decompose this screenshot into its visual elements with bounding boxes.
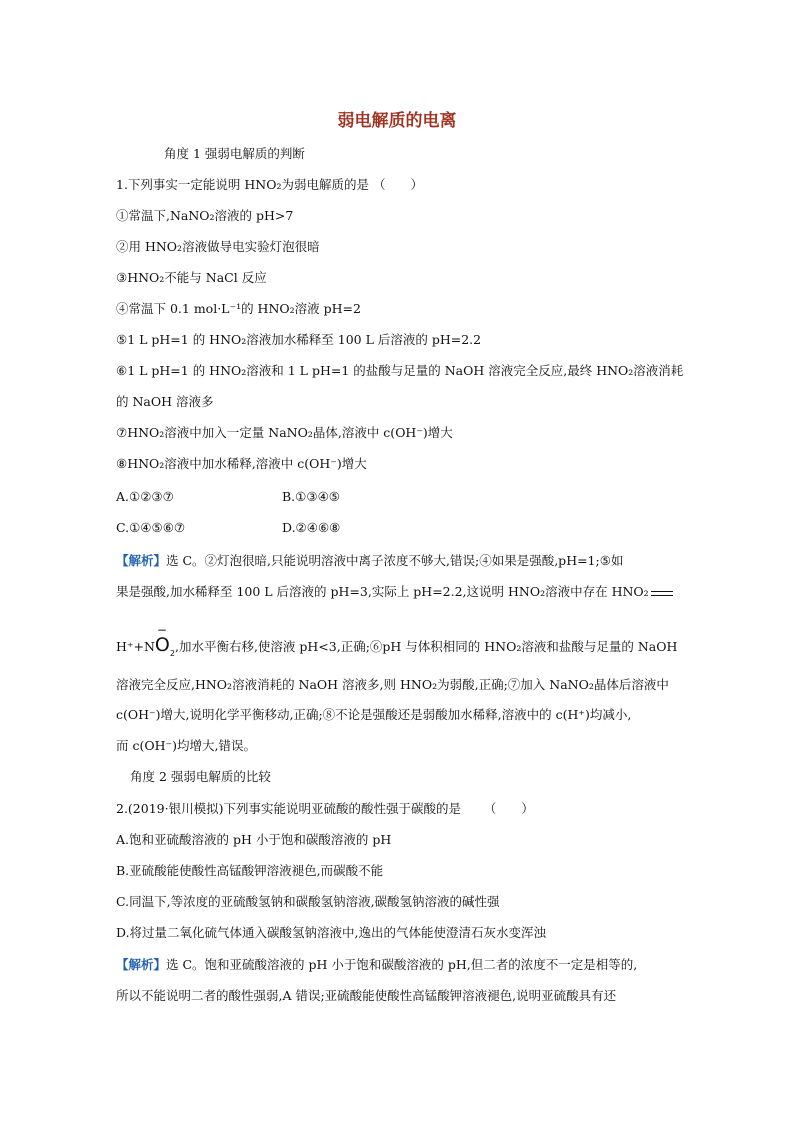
q1-item-7: ⑦HNO₂溶液中加入一定量 NaNO₂晶体,溶液中 c(OH⁻)增大 (116, 425, 453, 440)
analysis-text: 选 C。饱和亚硫酸溶液的 pH 小于饱和碳酸溶液的 pH,但二者的浓度不一定是相等的, (166, 957, 638, 972)
q1-option-d: D.②④⑥⑧ (282, 520, 341, 535)
question-2-stem: 2.(2019·银川模拟)下列事实能说明亚硫酸的酸性强于碳酸的是 （ ） (116, 801, 534, 816)
q1-item-6: ⑥1 L pH=1 的 HNO₂溶液和 1 L pH=1 的盐酸与足量的 NaOH 溶液完全反应,最终 HNO₂溶液消耗 (116, 363, 684, 378)
q2-analysis-line-2: 所以不能说明二者的酸性强弱,A 错误;亚硫酸能使酸性高锰酸钾溶液褪色,说明亚硫酸具有还 (116, 988, 617, 1003)
q1-analysis-line-5: c(OH⁻)增大,说明化学平衡移动,正确;⑧不论是强酸还是弱酸加水稀释,溶液中的 c(H⁺)均减小, (116, 707, 632, 722)
q1-analysis-line-2 (116, 583, 682, 601)
analysis-text: H⁺+N (116, 639, 155, 654)
analysis-text: 选 C。②灯泡很暗,只能说明溶液中离子浓度不够大,错误;④如果是强酸,pH=1;⑤如 (166, 553, 624, 568)
q1-item-5: ⑤1 L pH=1 的 HNO₂溶液加水稀释至 100 L 后溶液的 pH=2.2 (116, 332, 482, 347)
section-heading-2: 角度 2 强弱电解质的比较 (130, 769, 271, 784)
q1-analysis-line-1 (116, 552, 682, 570)
formula-charge: − (156, 623, 167, 637)
nitrite-formula (154, 623, 175, 658)
formula-subscript: 2 (169, 648, 175, 658)
analysis-text: ,加水平衡右移,使溶液 pH<3,正确;⑥pH 与体积相同的 HNO₂溶液和盐酸与足量的 NaOH (174, 639, 678, 654)
q1-item-3: ③HNO₂不能与 NaCl 反应 (116, 270, 267, 285)
q1-analysis-line-4: 溶液完全反应,HNO₂溶液消耗的 NaOH 溶液多,则 HNO₂为弱酸,正确;⑦加入 NaNO₂晶体后溶液中 (116, 677, 669, 692)
q1-option-a: A.①②③⑦ (116, 489, 174, 504)
q2-analysis-line-1 (116, 956, 682, 974)
q2-option-d: D.将过量二氧化硫气体通入碳酸氢钠溶液中,逸出的气体能使澄清石灰水变浑浊 (116, 925, 547, 940)
q1-option-b: B.①③④⑤ (282, 489, 340, 504)
question-1-stem: 1.下列事实一定能说明 HNO₂为弱电解质的是 （ ） (116, 177, 423, 192)
q1-option-c: C.①④⑤⑥⑦ (116, 520, 186, 535)
q1-analysis-line-6: 而 c(OH⁻)均增大,错误。 (116, 738, 256, 753)
q1-item-8: ⑧HNO₂溶液中加水稀释,溶液中 c(OH⁻)增大 (116, 456, 367, 471)
q1-item-4: ④常温下 0.1 mol·L⁻¹的 HNO₂溶液 pH=2 (116, 301, 361, 316)
q1-options-row-1 (116, 488, 682, 506)
q1-options-row-2 (116, 519, 682, 537)
q1-item-6-cont: 的 NaOH 溶液多 (116, 394, 214, 409)
q1-item-1: ①常温下,NaNO₂溶液的 pH>7 (116, 208, 294, 223)
q1-analysis-line-3 (116, 623, 682, 663)
analysis-tag: 【解析】 (116, 957, 167, 972)
formula-o: O (154, 634, 170, 656)
q2-option-b: B.亚硫酸能使酸性高锰酸钾溶液褪色,而碳酸不能 (116, 863, 384, 878)
document-title: 弱电解质的电离 (337, 111, 457, 131)
section-heading-1: 角度 1 强弱电解质的判断 (164, 146, 305, 161)
equilibrium-arrow-icon (651, 589, 673, 597)
analysis-text: 果是强酸,加水稀释至 100 L 后溶液的 pH=3,实际上 pH=2.2,这说明 HNO₂溶液中存在 HNO₂ (116, 584, 649, 599)
analysis-tag: 【解析】 (116, 553, 167, 568)
q2-option-c: C.同温下,等浓度的亚硫酸氢钠和碳酸氢钠溶液,碳酸氢钠溶液的碱性强 (116, 894, 500, 909)
q2-option-a: A.饱和亚硫酸溶液的 pH 小于饱和碳酸溶液的 pH (116, 832, 392, 847)
q1-item-2: ②用 HNO₂溶液做导电实验灯泡很暗 (116, 239, 320, 254)
